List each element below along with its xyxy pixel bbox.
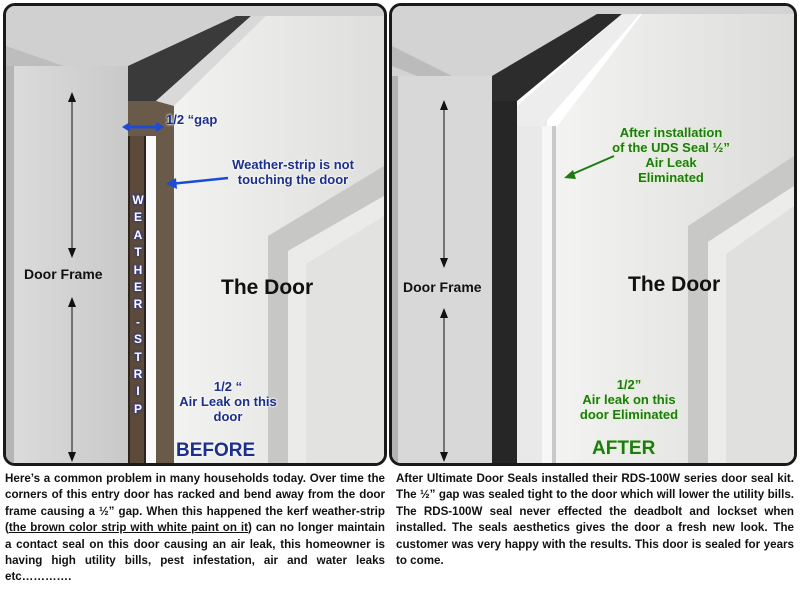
after-leak-label bbox=[574, 378, 684, 423]
before-stamp: BEFORE bbox=[176, 440, 256, 461]
after-leak-label-line-1: 1/2” bbox=[616, 377, 642, 392]
air-leak-label-line-2: Air Leak on this door bbox=[179, 393, 277, 424]
after-leak-label-line-2: Air leak on this door Eliminated bbox=[579, 391, 679, 422]
door-label: The Door bbox=[221, 276, 314, 299]
before-caption bbox=[5, 471, 385, 586]
air-leak-label-line-1: 1/2 “ bbox=[213, 379, 243, 394]
install-note: After installation of the UDS Seal ½” Air Leak Eliminated bbox=[612, 125, 730, 185]
after-stamp: AFTER bbox=[592, 438, 656, 459]
before-caption-part-2: ) can no longer maintain a contact seal on this door causing an air leak, this homeowner is having high utility bills, pest infestation, air and water leaks etc…………. bbox=[5, 521, 385, 584]
air-leak-label bbox=[178, 380, 278, 425]
weatherstrip-note: Weather-strip is not touching the door bbox=[232, 157, 354, 187]
before-caption-part-1: Here’s a common problem in many households today. Over time the corners of this entry door has racked and bend away from the door frame causing a ½” gap. When this happened the kerf weather-strip ( bbox=[5, 472, 385, 535]
after-door-frame-label: Door Frame bbox=[403, 279, 482, 295]
weatherstrip-vertical-text: W E A T H E R - S T R I P bbox=[132, 193, 144, 416]
after-door-label: The Door bbox=[628, 273, 721, 296]
after-caption: After Ultimate Door Seals installed their RDS-100W series door seal kit. The ½” gap was sealed tight to the door which will lower the utility bills. The RDS-100W seal never effected the deadbolt and lockset when installed. The seals aesthetics gives the door a fresh new look. The customer was very happy with the results. This door is sealed for years to come. bbox=[396, 472, 794, 568]
door-frame-label: Door Frame bbox=[24, 266, 103, 282]
before-photo bbox=[3, 3, 387, 466]
before-caption-underlined: the brown color strip with white paint on it bbox=[8, 521, 249, 535]
after-photo bbox=[389, 3, 797, 466]
gap-label: 1/2 “gap bbox=[166, 112, 218, 127]
